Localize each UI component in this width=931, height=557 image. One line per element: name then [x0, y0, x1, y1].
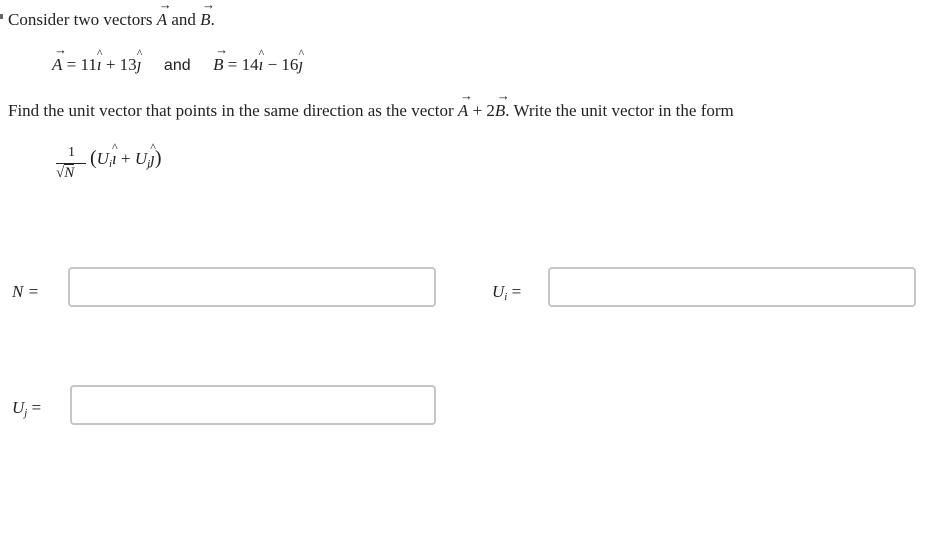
vector-equations [52, 55, 303, 75]
form-hat-i: ^ ı [112, 149, 117, 169]
ui-label-sub: i [504, 291, 508, 303]
form-denominator [56, 165, 74, 182]
form-body [90, 147, 162, 170]
eq-b-lhs: → B [213, 55, 223, 75]
intro-line [8, 10, 215, 30]
uj-answer-input[interactable] [72, 387, 434, 423]
find-end: . Write the unit vector in the form [505, 101, 734, 120]
find-vector-b: → B [495, 101, 505, 121]
form-u: U [96, 149, 109, 168]
uj-label-u: U [12, 398, 25, 417]
eq-b-rhs-1: = 14 [227, 55, 259, 74]
eq-a-rhs-1: = 11 [66, 55, 97, 74]
n-label: N = [12, 282, 40, 301]
ui-answer-input[interactable] [550, 269, 914, 305]
form-j-sub: j [147, 158, 151, 170]
form-u2: U [134, 149, 148, 168]
eq-a-hat-i: ^ ı [97, 55, 102, 75]
find-line [8, 101, 734, 121]
eq-b-hat-j: ^ ȷ [298, 55, 303, 75]
find-text: Find the unit vector that points in the same direction as the vector [8, 101, 454, 120]
intro-text: Consider two vectors [8, 10, 153, 29]
ui-label-eq: = [511, 282, 522, 301]
n-answer-input[interactable] [70, 269, 434, 305]
form-open: ( [90, 147, 97, 169]
uj-label [12, 398, 41, 419]
find-vector-a: → A [458, 101, 468, 121]
eq-b-rhs-2: − 16 [267, 55, 299, 74]
eq-a-lhs: → A [52, 55, 62, 75]
form-numerator: 1 [68, 145, 75, 160]
eq-a-hat-j: ^ ȷ [137, 55, 142, 75]
form-hat-j: ^ ȷ [150, 149, 155, 169]
vector-b-symbol: → B [200, 10, 210, 30]
uj-answer-field[interactable] [70, 385, 436, 425]
eq-a-rhs-2: + 13 [105, 55, 137, 74]
form-den-n: N [64, 165, 75, 181]
uj-label-eq: = [31, 398, 42, 417]
uj-label-sub: j [24, 407, 28, 419]
n-answer-field[interactable] [68, 267, 436, 307]
eq-b-hat-i: ^ ı [259, 55, 264, 75]
intro-end: . [210, 10, 215, 29]
form-plus: + [121, 149, 131, 168]
intro-and: and [171, 10, 196, 29]
form-i-sub: i [108, 158, 113, 170]
vector-a-symbol: → A [157, 10, 167, 30]
sqrt-icon: √ [56, 165, 65, 181]
ui-label-u: U [492, 282, 505, 301]
unit-vector-form [56, 145, 216, 190]
ui-label [492, 282, 521, 303]
bullet-marker [0, 14, 3, 19]
eq-and: and [163, 57, 191, 74]
form-close: ) [154, 147, 162, 169]
ui-answer-field[interactable] [548, 267, 916, 307]
find-plus: + 2 [472, 101, 495, 120]
